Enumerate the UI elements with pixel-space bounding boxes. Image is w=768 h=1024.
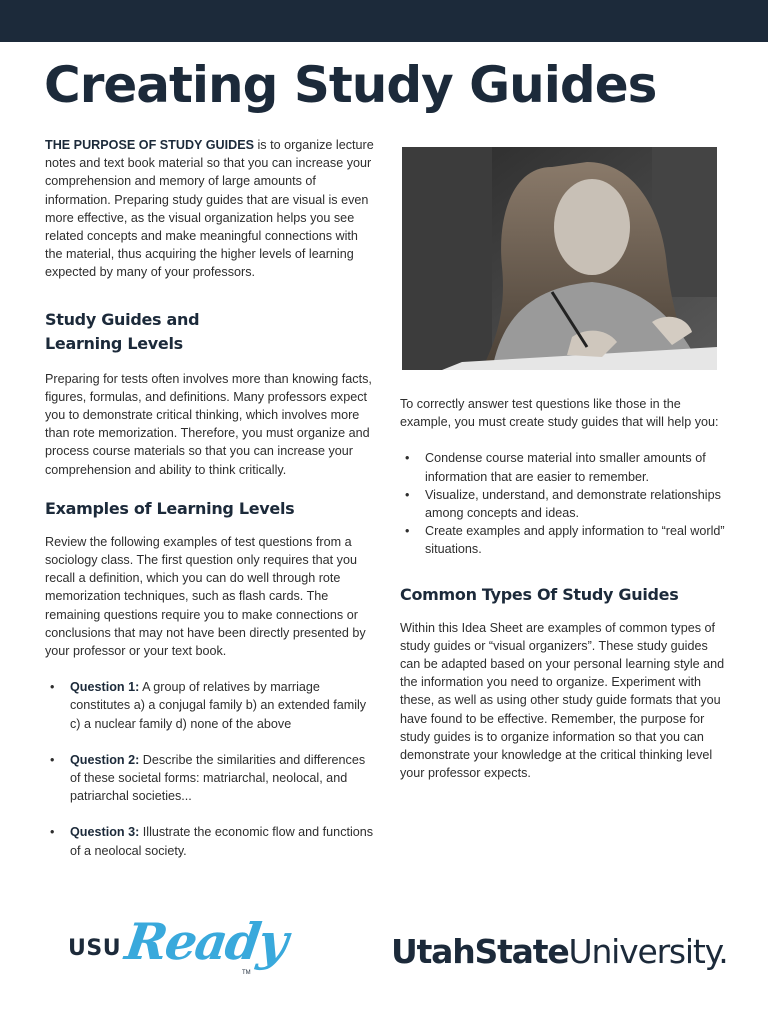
list-item: • Visualize, understand, and demonstrate relationships among concepts and ideas. [400, 486, 730, 522]
student-writing-photo [402, 147, 717, 370]
question-label: Question 3: [70, 825, 140, 840]
intro-text: is to organize lecture notes and text book material so that you can increase your comprehension and memory of large amounts of information. Preparing study guides that are visual is even more effective, as the visual organization helps you see related concepts and make meaningful connections with the material, thus acquiring the higher levels of learning expected by many of your professors. [45, 138, 374, 280]
list-item [45, 678, 375, 733]
study-guides-paragraph: Preparing for tests often involves more than knowing facts, figures, formulas, and definitions. Many professors expect you to demonstrate critical thinking, which involves more than rote memorization. Therefore, you must organize and process course materials so that you can increase your comprehension and ability to think critically. [45, 371, 372, 477]
wordmark-period: . [718, 932, 728, 971]
common-types-paragraph: Within this Idea Sheet are examples of common types of study guides or “visual organizers”. These study guides can be adapted based on your personal learning style and the information you need to organize. Experiment with these, as well as using other study guide formats that you have found to be effective. Remember, the purpose for study guides is to organize information so that you can demonstrate your knowledge at the critical thinking level your professor expects. [400, 620, 725, 781]
question-text: Describe the similarities and differences of these societal forms: matriarchal, neolocal, and patriarchal societies... [70, 752, 366, 804]
benefit-list [400, 449, 730, 558]
usu-logo-text: USU [68, 936, 122, 961]
page-title: Creating Study Guides [44, 56, 657, 114]
heading-line-1: Study Guides and [45, 309, 200, 329]
left-column [45, 136, 375, 878]
section-heading-study-guides [45, 308, 375, 356]
section-heading-examples: Examples of Learning Levels [45, 498, 295, 518]
utahstate-wordmark: UtahState [391, 932, 569, 971]
examples-paragraph: Review the following examples of test questions from a sociology class. The first question only requires that you recall a definition, which you can do well through rote memorization techniques, such as flash cards. The remaining questions require you to make connections or conclusions that may not have been directly presented by your professor or your text book. [45, 534, 366, 659]
trademark-mark: TM [242, 970, 251, 976]
question-label: Question 1: [70, 680, 140, 695]
utah-state-university-logo [391, 932, 728, 971]
list-item [45, 823, 375, 859]
top-banner [0, 0, 768, 42]
university-wordmark: University [568, 932, 719, 971]
photo-illustration [402, 147, 717, 370]
intro-paragraph [45, 136, 375, 282]
intro-lead: THE PURPOSE OF STUDY GUIDES [45, 138, 254, 152]
usu-ready-logo [68, 910, 290, 990]
ready-logo-text: Ready [121, 912, 290, 971]
list-item: • Create examples and apply information to “real world” situations. [400, 522, 730, 558]
list-item [45, 751, 375, 806]
right-intro-paragraph: To correctly answer test questions like those in the example, you must create study guides that will help you: [400, 397, 719, 430]
list-item: • Condense course material into smaller amounts of information that are easier to remember. [400, 449, 730, 485]
question-text: Illustrate the economic flow and functions of a neolocal society. [70, 825, 374, 858]
question-label: Question 2: [70, 752, 140, 767]
section-heading-common-types: Common Types Of Study Guides [400, 584, 679, 604]
right-column [400, 395, 730, 782]
question-text: A group of relatives by marriage constitutes a) a conjugal family b) an extended family c) a nuclear family d) none of the above [70, 680, 367, 731]
question-list [45, 678, 375, 860]
heading-line-2: Learning Levels [45, 333, 183, 353]
